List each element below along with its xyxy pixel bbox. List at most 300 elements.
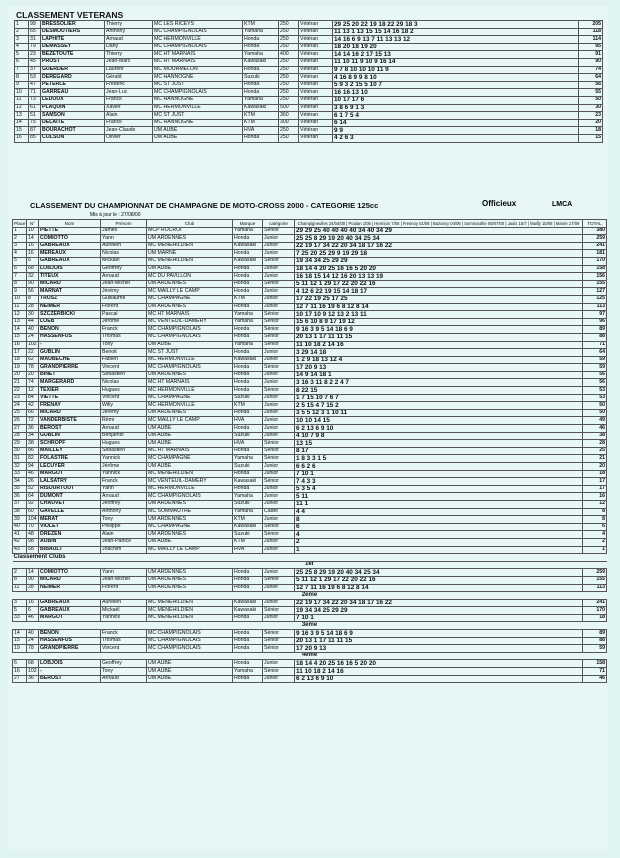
brand-cell: Honda (233, 349, 263, 357)
scores-cell: 19 34 34 25 29 29 (295, 257, 583, 265)
number-cell: 75 (29, 119, 41, 127)
veterans-table (14, 20, 603, 143)
rider-row (13, 500, 607, 508)
club-cell: UM ARDENNES (147, 235, 233, 243)
category-cell: Junior (263, 470, 295, 478)
firstname-cell: Jean-Claude (105, 127, 153, 135)
place-cell: 5 (13, 257, 27, 265)
firstname-cell: Florent (101, 303, 147, 311)
place-cell: 2 (13, 569, 27, 577)
firstname-cell: Jean-Patrice (101, 538, 147, 546)
firstname-cell: Nicolas (101, 250, 147, 258)
number-cell: 68 (27, 265, 39, 273)
displacement-cell: 250 (279, 58, 299, 66)
firstname-cell: Arnaud (101, 675, 147, 683)
category-cell: Sénior (263, 531, 295, 539)
rider-row (13, 295, 607, 303)
place-cell: 13 (13, 318, 27, 326)
firstname-cell: Mickaël (101, 257, 147, 265)
rank-cell: 1 (15, 21, 29, 29)
category-cell: Vétéran (299, 28, 333, 36)
brand-cell: Honda (233, 569, 263, 577)
firstname-cell: Thierry (105, 21, 153, 29)
place-cell: 35 (13, 485, 27, 493)
rider-row (13, 341, 607, 349)
number-cell: 38 (27, 440, 39, 448)
brand-cell: Kawasaki (233, 478, 263, 486)
scores-cell: 6 6 2 6 (295, 463, 583, 471)
place-cell: 5 (13, 607, 27, 615)
place-cell: 40 (13, 523, 27, 531)
scores-cell: 12 7 11 16 19 6 8 12 8 14 (295, 303, 583, 311)
brand-cell: Honda (233, 235, 263, 243)
club-cell: MC CHAMPIGNOLAIS (153, 28, 243, 36)
club-cell: MC HT MARNAIS (153, 58, 243, 66)
brand-cell: Honda (233, 364, 263, 372)
scores-cell: 7 10 1 (295, 614, 583, 622)
place-cell: 19 (13, 645, 27, 653)
brand-cell: Honda (233, 584, 263, 592)
firstname-cell: Tony (101, 341, 147, 349)
scores-cell: 14 9 14 18 1 (295, 371, 583, 379)
number-cell: 10 (27, 227, 39, 235)
number-cell: 36 (27, 425, 39, 433)
total-cell: 96 (583, 318, 607, 326)
category-cell: Junior (263, 493, 295, 501)
firstname-cell: Yannick (101, 455, 147, 463)
club-cell: MC HERMONVILLE (147, 402, 233, 410)
brand-cell: Honda (233, 265, 263, 273)
brand-cell: Honda (243, 89, 279, 97)
brand-cell: KTM (243, 21, 279, 29)
club-cell: UM ARDENNES (147, 516, 233, 524)
surname-cell: MERAT (39, 516, 101, 524)
number-cell: 72 (27, 417, 39, 425)
total-cell: 259 (583, 235, 607, 243)
surname-cell: FRENAY (39, 402, 101, 410)
rider-row (13, 546, 607, 554)
brand-cell: Honda (233, 250, 263, 258)
club-cell: MC HT MARNAIS (147, 447, 233, 455)
surname-cell: BEROST (39, 425, 101, 433)
club-cell: UM AUBE (147, 341, 233, 349)
rider-row (13, 470, 607, 478)
surname-cell: GABREAUX (39, 242, 101, 250)
place-cell: 32 (13, 463, 27, 471)
surname-cell: SAMSON (41, 112, 105, 120)
surname-cell: BINET (39, 371, 101, 379)
club-cell: MC CHAMPAGNE (147, 295, 233, 303)
category-cell: Sénior (263, 637, 295, 645)
place-cell: 38 (13, 508, 27, 516)
category-cell: Sénior (263, 607, 295, 615)
club-rider-row (13, 668, 607, 676)
rider-row (13, 280, 607, 288)
category-cell: Vétéran (299, 58, 333, 66)
total-cell: 56 (583, 379, 607, 387)
firstname-cell: Frédéric (105, 81, 153, 89)
header-categorie: catégorie (263, 220, 295, 228)
brand-cell: KTM (233, 538, 263, 546)
place-cell: 8 (13, 576, 27, 584)
scores-cell: 4 (295, 531, 583, 539)
category-cell: Vétéran (299, 43, 333, 51)
number-cell: 47 (29, 81, 41, 89)
place-cell: 9 (13, 288, 27, 296)
scores-cell: 18 14 4 20 25 16 16 5 20 20 (295, 265, 583, 273)
rider-row (13, 288, 607, 296)
header-marque: Marque (233, 220, 263, 228)
firstname-cell: Tony (101, 668, 147, 676)
veteran-row (15, 36, 603, 44)
brand-cell: KTM (243, 119, 279, 127)
total-cell: 125 (583, 295, 607, 303)
veteran-row (15, 66, 603, 74)
firstname-cell: Jean-Michel (101, 576, 147, 584)
veteran-row (15, 74, 603, 82)
category-cell: Vétéran (299, 66, 333, 74)
club-cell: MC ST JUST (153, 112, 243, 120)
veteran-row (15, 51, 603, 59)
rank-cell: 5 (15, 51, 29, 59)
number-cell: 58 (27, 546, 39, 554)
number-cell: 90 (27, 576, 39, 584)
place-cell: 4 (13, 250, 27, 258)
header-total: TOTAL (583, 220, 607, 228)
total-cell: 23 (579, 112, 603, 120)
brand-cell: Honda (233, 387, 263, 395)
scores-cell: 6 2 13 6 9 10 (295, 425, 583, 433)
category-cell: Sénior (263, 576, 295, 584)
category-cell: Junior (263, 675, 295, 683)
total-cell: 53 (583, 387, 607, 395)
number-cell: 65 (29, 28, 41, 36)
rider-row (13, 371, 607, 379)
category-cell: Sénior (263, 333, 295, 341)
scores-cell: 16 18 15 14 12 16 20 13 13 19 (295, 273, 583, 281)
total-cell: 21 (583, 455, 607, 463)
surname-cell: PETERLE (41, 81, 105, 89)
club-cell: MC CHAMPIGNOLAIS (153, 43, 243, 51)
number-cell: 8 (27, 295, 39, 303)
club-rank-label: 3ème (13, 622, 607, 630)
number-cell: 78 (27, 645, 39, 653)
rank-cell: 15 (15, 127, 29, 135)
header-club: Club (147, 220, 233, 228)
surname-cell: SZCZERBICKI (39, 311, 101, 319)
scores-cell: 1 7 15 10 7 6 7 (295, 394, 583, 402)
firstname-cell: Dany (105, 43, 153, 51)
club-cell: MC CHAMPAGNE (147, 455, 233, 463)
rank-cell: 4 (15, 43, 29, 51)
surname-cell: DELAITE (41, 119, 105, 127)
displacement-cell: 250 (279, 89, 299, 97)
firstname-cell: Aurélien (101, 599, 147, 607)
category-cell: Junior (263, 288, 295, 296)
displacement-cell: 250 (279, 36, 299, 44)
surname-cell: LOEB (39, 318, 101, 326)
scores-cell: 16 16 13 10 (333, 89, 579, 97)
number-cell: 78 (27, 364, 39, 372)
firstname-cell: Pascal (101, 311, 147, 319)
place-cell: 24 (13, 402, 27, 410)
number-cell: 48 (27, 531, 39, 539)
category-cell: Sénior (263, 257, 295, 265)
rider-row (13, 326, 607, 334)
category-cell: Vétéran (299, 21, 333, 29)
scores-cell: 5 11 (295, 493, 583, 501)
club-cell: MC LES RICEYS (153, 21, 243, 29)
scores-cell: 3 8 6 9 1 3 (333, 104, 579, 112)
scores-cell: 12 7 11 16 19 6 8 12 8 14 (295, 584, 583, 592)
total-cell: 38 (583, 432, 607, 440)
surname-cell: COMIOTTO (39, 569, 101, 577)
number-cell: 61 (29, 104, 41, 112)
surname-cell: VANDERBISTE (39, 417, 101, 425)
place-cell: 6 (13, 265, 27, 273)
scores-cell: 1 (295, 546, 583, 554)
scores-cell: 9 16 3 9 5 14 18 6 9 (295, 326, 583, 334)
surname-cell: GUERDER (41, 66, 105, 74)
category-cell: Junior (263, 295, 295, 303)
brand-cell: Yamaha (233, 341, 263, 349)
club-section-header (13, 652, 607, 660)
rider-row (13, 394, 607, 402)
number-cell: 28 (27, 303, 39, 311)
surname-cell: LEDOUX (41, 96, 105, 104)
brand-cell: Yamaha (233, 318, 263, 326)
scores-cell: 6 14 (333, 119, 579, 127)
place-cell: 28 (13, 432, 27, 440)
firstname-cell: Anthony (105, 28, 153, 36)
scores-cell: 4 12 6 22 19 15 14 18 17 (295, 288, 583, 296)
number-cell: 36 (27, 675, 39, 683)
category-cell: Junior (263, 584, 295, 592)
number-cell: 104 (28, 515, 37, 522)
surname-cell: DESMOUTIERS (41, 28, 105, 36)
category-cell: Sénior (263, 387, 295, 395)
main-title: CLASSEMENT DU CHAMPIONNAT DE CHAMPAGNE DE MOTO-CROSS 2000 - CATEGORIE 125cc (30, 201, 379, 210)
number-cell: 62 (27, 356, 39, 364)
brand-cell: Kawasaki (233, 257, 263, 265)
surname-cell: GABREAUX (39, 257, 101, 265)
club-rider-row (13, 637, 607, 645)
firstname-cell: Geoffrey (101, 265, 147, 273)
category-cell: Junior (263, 242, 295, 250)
club-cell: UM MARNE (147, 250, 233, 258)
brand-cell: Kawasaki (233, 523, 263, 531)
scores-cell: 5 9 3 2 15 5 10 7 (333, 81, 579, 89)
scores-cell: 5 3 5 4 (295, 485, 583, 493)
club-cell: MC HANNOGNE (153, 119, 243, 127)
rider-row (13, 333, 607, 341)
header-rounds: Champigneulles 24/04/00 | Poulan 1/05 | Hermion 7/05 | Fresnoy 01/06 | Bazancy 04/06 | Sommauthe 08/07/00 | Jaulx 15/7 | Mailly 15/08 | Manre 17/09 (295, 220, 583, 228)
surname-cell: DEMASSEY (41, 43, 105, 51)
total-cell: 97 (583, 311, 607, 319)
total-cell: 53 (583, 394, 607, 402)
brand-cell: Honda (233, 447, 263, 455)
scores-cell: 14 16 6 9 13 7 11 13 13 12 (333, 36, 579, 44)
veteran-row (15, 58, 603, 66)
scores-cell: 7 4 3 3 (295, 478, 583, 486)
brand-cell: Yamaha (243, 51, 279, 59)
category-cell: Junior (263, 546, 295, 554)
total-cell: 158 (583, 265, 607, 273)
firstname-cell: Sébastien (101, 447, 147, 455)
rider-row (13, 440, 607, 448)
brand-cell: Kawasaki (233, 356, 263, 364)
scores-cell: 3 29 14 18 (295, 349, 583, 357)
rider-row (13, 425, 607, 433)
category-cell: Cadet (263, 508, 295, 516)
place-cell: 23 (13, 394, 27, 402)
surname-cell: GUBLIN (39, 432, 101, 440)
firstname-cell: Arnaud (101, 273, 147, 281)
surname-cell: BEROST (39, 675, 101, 683)
veteran-row (15, 127, 603, 135)
club-rider-row (13, 660, 607, 668)
scores-cell: 25 25 8 29 19 20 40 34 25 34 (295, 569, 583, 577)
brand-cell: Honda (233, 425, 263, 433)
total-cell: 18 (583, 614, 607, 622)
number-cell: 46 (27, 614, 39, 622)
total-cell: 114 (579, 36, 603, 44)
scores-cell: 11 10 18 2 14 16 (295, 668, 583, 676)
brand-cell: Suzuki (233, 463, 263, 471)
surname-cell: TITEUX (39, 273, 101, 281)
surname-cell: NEIMER (39, 303, 101, 311)
rider-row (13, 516, 607, 524)
surname-cell: VIOLET (39, 523, 101, 531)
club-cell: UM AUBE (147, 668, 233, 676)
firstname-cell: Thomas (101, 637, 147, 645)
brand-cell: KTM (233, 402, 263, 410)
firstname-cell: Yann (101, 569, 147, 577)
place-cell: 21 (13, 379, 27, 387)
club-cell: MC HERMONVILLE (147, 387, 233, 395)
number-cell: 28 (27, 584, 39, 592)
total-cell: 91 (579, 51, 603, 59)
brand-cell: Yamaha (233, 508, 263, 516)
brand-cell: Honda (233, 409, 263, 417)
number-cell: 34 (27, 432, 39, 440)
category-cell: Sénior (263, 280, 295, 288)
brand-cell: Honda (233, 645, 263, 653)
scores-cell: 2 5 15 4 7 15 2 (295, 402, 583, 410)
club-cell: UM AUBE (153, 134, 243, 142)
scores-cell: 8 (295, 516, 583, 524)
rider-row (13, 242, 607, 250)
total-cell: 49 (583, 417, 607, 425)
rider-row (13, 508, 607, 516)
surname-cell: GARREAU (41, 89, 105, 97)
brand-cell: Honda (233, 660, 263, 668)
total-cell: 155 (583, 280, 607, 288)
firstname-cell: Aurélien (101, 242, 147, 250)
total-cell: 259 (583, 569, 607, 577)
total-cell: 8 (583, 516, 607, 524)
club-rider-row (13, 614, 607, 622)
category-cell: Junior (263, 356, 295, 364)
firstname-cell: Thomas (101, 333, 147, 341)
firstname-cell: Yann (101, 235, 147, 243)
scores-cell: 11 10 11 9 10 9 16 14 (333, 58, 579, 66)
club-cell: MC MENEHILDIEN (147, 614, 233, 622)
number-cell: 94 (27, 463, 39, 471)
brand-cell: Honda (243, 134, 279, 142)
club-cell: MC HERMONVILLE (147, 356, 233, 364)
number-cell: 16 (27, 599, 39, 607)
scores-cell: 29 25 20 22 19 18 22 29 18 3 (333, 21, 579, 29)
number-cell: 14 (27, 235, 39, 243)
surname-cell: NEIMER (39, 584, 101, 592)
rank-cell: 2 (15, 28, 29, 36)
place-cell: 1 (13, 227, 27, 235)
surname-cell: GABREAUX (39, 599, 101, 607)
category-cell: Junior (263, 273, 295, 281)
club-cell: UM ARDENNES (147, 500, 233, 508)
category-cell: Junior (263, 371, 295, 379)
surname-cell: - (39, 668, 101, 676)
rider-row (13, 463, 607, 471)
number-cell: 16 (27, 242, 39, 250)
firstname-cell: Benjamin (101, 432, 147, 440)
place-cell: 43 (13, 546, 27, 554)
surname-cell: BIBAULT (39, 546, 101, 554)
category-cell: Junior (263, 485, 295, 493)
club-cell: UM ARDENNES (147, 584, 233, 592)
place-cell: 33 (13, 614, 27, 622)
club-cell: MC CHAMPIGNOLAIS (147, 326, 233, 334)
scores-cell: 14 14 16 2 17 15 13 (333, 51, 579, 59)
brand-cell: Suzuki (233, 394, 263, 402)
veteran-row (15, 134, 603, 142)
firstname-cell: Geoffrey (101, 660, 147, 668)
surname-cell: TRUSZ (39, 295, 101, 303)
rank-cell: 13 (15, 112, 29, 120)
category-cell: Junior (263, 660, 295, 668)
brand-cell: Honda (233, 303, 263, 311)
club-cell: MC CHAMPAGNE (147, 523, 233, 531)
scores-cell: 6 (295, 523, 583, 531)
scores-cell: 15 6 10 8 9 17 19 12 (295, 318, 583, 326)
firstname-cell: Franck (101, 630, 147, 638)
place-cell: 8 (13, 280, 27, 288)
club-cell: MC MENEHILDIEN (147, 599, 233, 607)
brand-cell: HVA (233, 417, 263, 425)
scores-cell: 19 34 34 25 29 29 (295, 607, 583, 615)
number-cell: 99 (29, 21, 41, 29)
number-cell: 31 (29, 36, 41, 44)
displacement-cell: 250 (279, 134, 299, 142)
scores-cell: 11 1 (295, 500, 583, 508)
club-cell: MC VENTEUIL-DAMERY (147, 478, 233, 486)
total-cell: 156 (583, 273, 607, 281)
firstname-cell: Thierry (105, 51, 153, 59)
veteran-row (15, 28, 603, 36)
brand-cell: Honda (233, 326, 263, 334)
rider-row (13, 478, 607, 486)
club-cell: MC MENEHILDIEN (147, 470, 233, 478)
firstname-cell: Vincent (101, 364, 147, 372)
number-cell: 84 (27, 394, 39, 402)
total-cell: 56 (583, 371, 607, 379)
surname-cell: MAUBECHE (39, 356, 101, 364)
category-cell: Vétéran (299, 96, 333, 104)
total-cell: 241 (583, 242, 607, 250)
total-cell: 46 (583, 675, 607, 683)
number-cell: 98 (27, 538, 39, 546)
